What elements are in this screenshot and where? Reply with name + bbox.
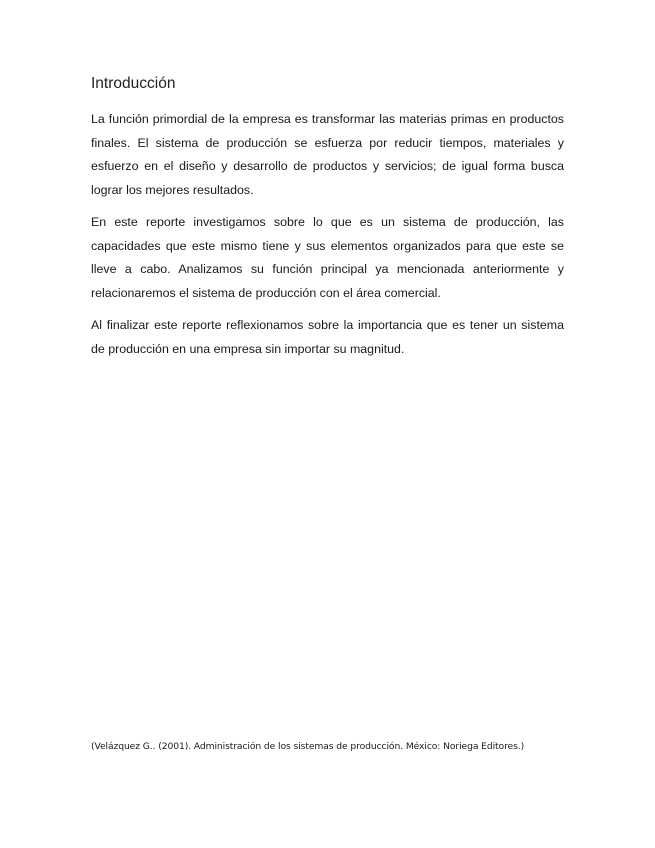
- paragraph-1: La función primordial de la empresa es transformar las materias primas en productos finales. El sistema de producción se esfuerza por reducir tiempos, materiales y esfuerzo en el diseño y desarrollo de productos y servicios; de igual forma busca lograr los mejores resultados.: [91, 112, 564, 197]
- citation-footnote: (Velázquez G.. (2001). Administración de los sistemas de producción. México: Noriega Editores.): [91, 741, 525, 752]
- section-heading: Introducción: [91, 75, 176, 92]
- body-text: [91, 108, 564, 370]
- paragraph-3: Al finalizar este reporte reflexionamos sobre la importancia que es tener un sistema de producción en una empresa sin importar su magnitud.: [91, 318, 564, 356]
- paragraph-2: En este reporte investigamos sobre lo que es un sistema de producción, las capacidades que este mismo tiene y sus elementos organizados para que este se lleve a cabo. Analizamos su función principal ya mencionada anteriormente y relacionaremos el sistema de producción con el área comercial.: [91, 215, 564, 300]
